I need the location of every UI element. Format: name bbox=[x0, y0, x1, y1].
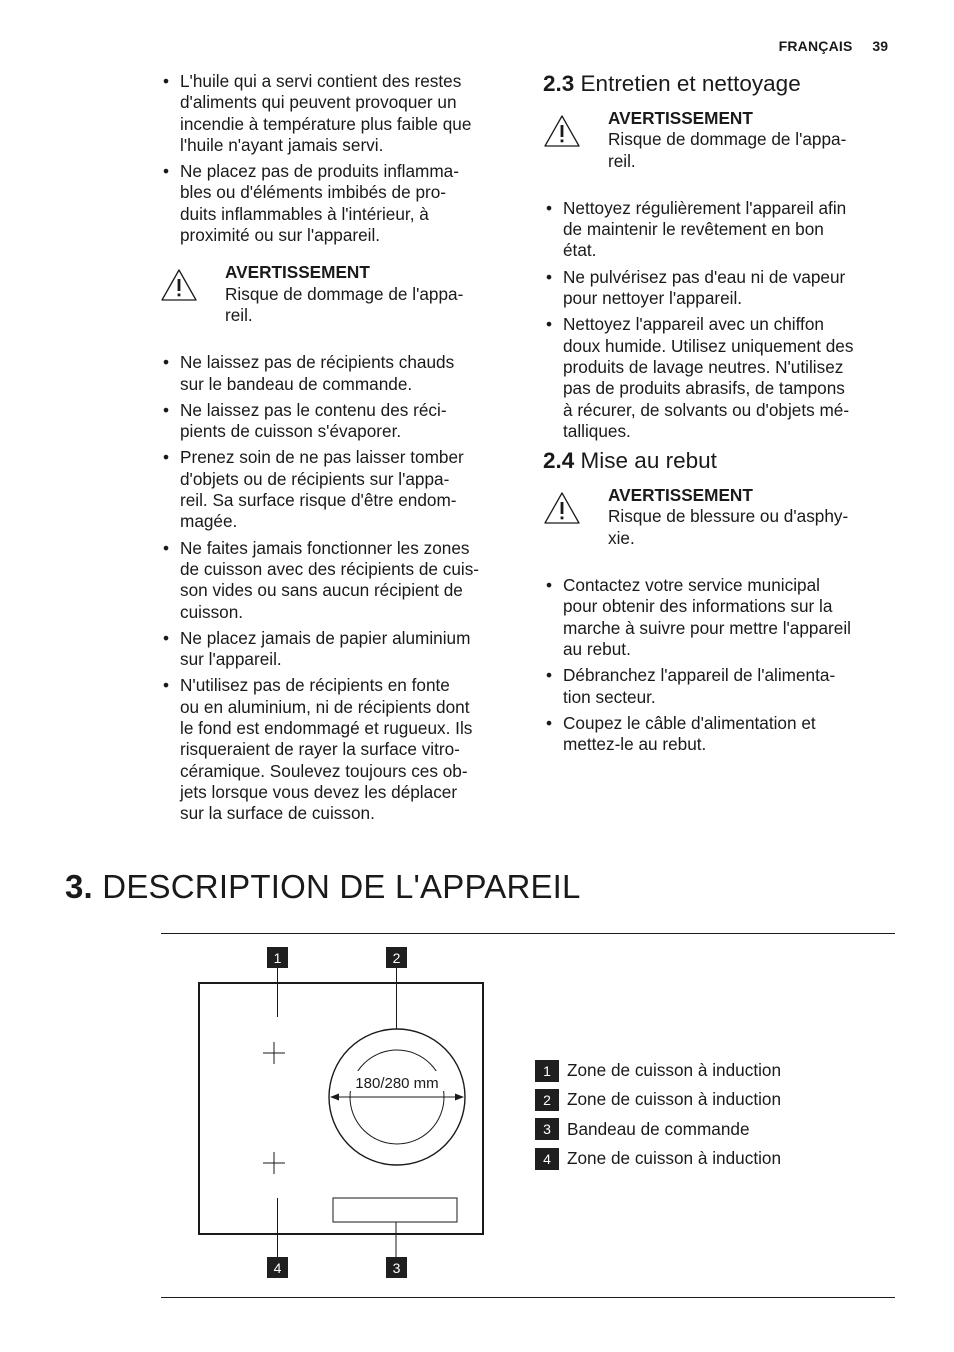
list-item: • Ne pulvérisez pas d'eau ni de vapeur pour nettoyer l'appareil. bbox=[543, 267, 903, 310]
bullet-list-top bbox=[160, 71, 520, 246]
left-column bbox=[160, 71, 520, 830]
chapter-heading bbox=[65, 868, 581, 906]
bottom-rule bbox=[161, 1297, 895, 1298]
legend-number: 4 bbox=[535, 1148, 559, 1170]
chapter-number: 3. bbox=[65, 868, 93, 905]
callout-label-4: 4 bbox=[273, 1260, 282, 1276]
list-item: • Ne placez pas de produits inflamma- bles ou d'éléments imbibés de pro- duits inflammables à l'intérieur, à proximité ou sur l'appareil. bbox=[160, 161, 520, 246]
zone-cross-bottom bbox=[263, 1152, 285, 1174]
list-item: • L'huile qui a servi contient des restes d'aliments qui peuvent provoquer un incendie à température plus faible que l'huile n'ayant jamais servi. bbox=[160, 71, 520, 156]
list-item: • Débranchez l'appareil de l'alimenta- tion secteur. bbox=[543, 665, 903, 708]
top-rule bbox=[161, 933, 895, 934]
header-language: FRANÇAIS bbox=[778, 38, 853, 54]
section-heading-2-3 bbox=[543, 70, 903, 98]
legend-text: Zone de cuisson à induction bbox=[567, 1060, 782, 1081]
legend-text: Zone de cuisson à induction bbox=[567, 1148, 782, 1169]
warning-block bbox=[160, 262, 520, 326]
section-number: 2.3 bbox=[543, 71, 575, 96]
right-column bbox=[543, 70, 903, 760]
warning-block bbox=[543, 108, 903, 172]
hob-outline bbox=[199, 983, 483, 1234]
diagram-legend bbox=[535, 1056, 781, 1173]
zone-cross-top bbox=[263, 1042, 285, 1064]
list-item: • Ne laissez pas le contenu des réci- pients de cuisson s'évaporer. bbox=[160, 400, 520, 443]
warning-block bbox=[543, 485, 903, 549]
legend-item bbox=[535, 1115, 781, 1144]
callout-label-2: 2 bbox=[392, 950, 401, 966]
warning-text: Risque de dommage de l'appa- reil. bbox=[225, 283, 464, 325]
legend-item bbox=[535, 1085, 781, 1114]
bullet-list-cleaning bbox=[543, 198, 903, 442]
list-item: • Ne laissez pas de récipients chauds sur le bandeau de commande. bbox=[160, 352, 520, 395]
chapter-title: DESCRIPTION DE L'APPAREIL bbox=[102, 868, 581, 905]
legend-text: Bandeau de commande bbox=[567, 1118, 750, 1139]
callout-label-3: 3 bbox=[392, 1260, 401, 1276]
legend-item bbox=[535, 1144, 781, 1173]
list-item: • Ne placez jamais de papier aluminium sur l'appareil. bbox=[160, 628, 520, 671]
warning-triangle-icon bbox=[543, 491, 581, 525]
page-number: 39 bbox=[872, 38, 888, 54]
callout-label-1: 1 bbox=[273, 950, 282, 966]
zone-size-label: 180/280 mm bbox=[355, 1075, 439, 1092]
section-title: Entretien et nettoyage bbox=[580, 71, 801, 96]
arrow-left-icon bbox=[330, 1094, 339, 1101]
legend-number: 3 bbox=[535, 1118, 559, 1140]
hob-diagram bbox=[190, 940, 500, 1285]
bullet-list-bottom bbox=[160, 352, 520, 824]
list-item: • Ne faites jamais fonctionner les zones de cuisson avec des récipients de cuis- son vides ou sans aucun récipient de cuisson. bbox=[160, 538, 520, 623]
section-number: 2.4 bbox=[543, 448, 575, 474]
list-item: • Contactez votre service municipal pour obtenir des informations sur la marche à suivre pour mettre l'appareil au rebut. bbox=[543, 575, 903, 660]
warning-triangle-icon bbox=[543, 114, 581, 148]
warning-text: Risque de blessure ou d'asphy- xie. bbox=[608, 506, 849, 548]
section-heading-2-4 bbox=[543, 447, 903, 475]
warning-title: AVERTISSEMENT bbox=[608, 108, 753, 128]
list-item: • Nettoyez l'appareil avec un chiffon doux humide. Utilisez uniquement des produits de lavage neutres. N'utilisez pas de produits abrasifs, de tampons à récurer, de solvants ou d'objets mé- talliques. bbox=[543, 314, 903, 442]
section-title: Mise au rebut bbox=[580, 448, 717, 474]
list-item: • N'utilisez pas de récipients en fonte ou en aluminium, ni de récipients dont le fond est endommagé et rugueux. Ils risqueraient de rayer la surface vitro- céramique. Soulevez toujours ces ob- jets lorsque vous devez les déplacer sur la surface de cuisson. bbox=[160, 675, 520, 824]
bullet-list-disposal bbox=[543, 575, 903, 755]
legend-number: 2 bbox=[535, 1089, 559, 1111]
list-item: • Nettoyez régulièrement l'appareil afin de maintenir le revêtement en bon état. bbox=[543, 198, 903, 262]
warning-text: Risque de dommage de l'appa- reil. bbox=[608, 129, 847, 171]
legend-number: 1 bbox=[535, 1060, 559, 1082]
list-item: • Prenez soin de ne pas laisser tomber d'objets ou de récipients sur l'appa- reil. Sa surface risque d'être endom- magée. bbox=[160, 447, 520, 532]
page-header bbox=[779, 38, 888, 54]
warning-title: AVERTISSEMENT bbox=[608, 485, 753, 506]
arrow-right-icon bbox=[455, 1094, 464, 1101]
legend-text: Zone de cuisson à induction bbox=[567, 1089, 782, 1110]
control-panel bbox=[333, 1198, 457, 1222]
legend-item bbox=[535, 1056, 781, 1085]
list-item: • Coupez le câble d'alimentation et mettez-le au rebut. bbox=[543, 713, 903, 756]
warning-title: AVERTISSEMENT bbox=[225, 262, 370, 283]
warning-triangle-icon bbox=[160, 268, 198, 302]
